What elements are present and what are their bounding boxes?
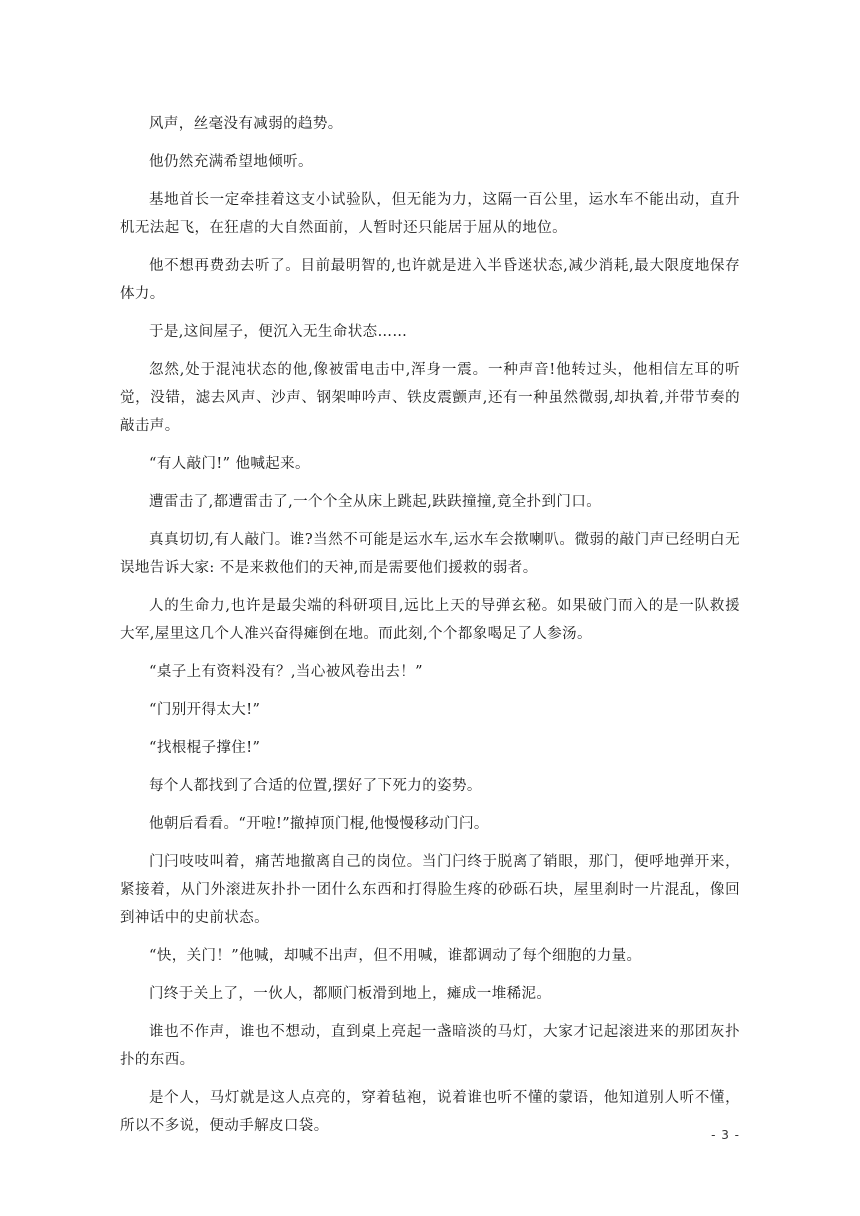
paragraph: 真真切切,有人敲门。谁?当然不可能是运水车,运水车会揿喇叭。微弱的敲门声已经明白无误地告诉大家: 不是来救他们的天神,而是需要他们援救的弱者。 bbox=[120, 532, 740, 576]
paragraph: 是个人，马灯就是这人点亮的，穿着毡袍，说着谁也听不懂的蒙语，他知道别人听不懂，所以不多说，便动手解皮口袋。 bbox=[120, 1090, 740, 1134]
paragraph: “找根棍子撑住!” bbox=[149, 740, 261, 756]
paragraph: 遭雷击了,都遭雷击了,一个个全从床上跳起,趺趺撞撞,竟全扑到门口。 bbox=[149, 494, 602, 510]
page-number: - 3 - bbox=[711, 1128, 740, 1142]
paragraph: “桌子上有资料没有？,当心被风卷出去！” bbox=[149, 664, 423, 680]
paragraph: 他不想再费劲去听了。目前最明智的,也许就是进入半昏迷状态,减少消耗,最大限度地保存体力。 bbox=[120, 258, 740, 302]
paragraph: 他仍然充满希望地倾听。 bbox=[149, 154, 313, 170]
paragraph: 基地首长一定牵挂着这支小试验队，但无能为力，这隔一百公里，运水车不能出动，直升机无法起飞，在狂虐的大自然面前，人暂时还只能居于屈从的地位。 bbox=[120, 192, 740, 236]
paragraph: 每个人都找到了合适的位置,摆好了下死力的姿势。 bbox=[149, 778, 482, 794]
paragraph: “快，关门！”他喊，却喊不出声，但不用喊，谁都调动了每个细胞的力量。 bbox=[149, 948, 642, 964]
paragraph: 他朝后看看。“开啦!”撤掉顶门棍,他慢慢移动门闩。 bbox=[149, 816, 489, 832]
paragraph: 谁也不作声，谁也不想动，直到桌上亮起一盏暗淡的马灯，大家才记起滚进来的那团灰扑扑的东西。 bbox=[120, 1024, 740, 1068]
paragraph: 门闩吱吱叫着，痛苦地撤离自己的岗位。当门闩终于脱离了销眼，那门，便呼地弹开来，紧接着，从门外滚进灰扑扑一团什么东西和打得脸生疼的砂砾石块，屋里刹时一片混乱，像回到神话中的史前状态。 bbox=[120, 854, 740, 926]
paragraph: “有人敲门!” 他喊起来。 bbox=[149, 456, 310, 472]
paragraph: 于是,这间屋子，便沉入无生命状态…… bbox=[149, 324, 408, 340]
paragraph: 人的生命力,也许是最尖端的科研项目,远比上天的导弹玄秘。如果破门而入的是一队救援大军,屋里这几个人准兴奋得瘫倒在地。而此刻,个个都象喝足了人参汤。 bbox=[120, 598, 740, 642]
paragraph: 忽然,处于混沌状态的他,像被雷电击中,浑身一震。一种声音!他转过头，他相信左耳的听觉，没错，滤去风声、沙声、钢架呻吟声、铁皮震颤声,还有一种虽然微弱,却执着,并带节奏的敲击声。 bbox=[120, 362, 740, 434]
paragraph: “门别开得太大!” bbox=[149, 702, 261, 718]
paragraph: 风声，丝毫没有减弱的趋势。 bbox=[149, 116, 343, 132]
paragraph: 门终于关上了，一伙人，都顺门板滑到地上，瘫成一堆稀泥。 bbox=[149, 986, 552, 1002]
article-body bbox=[120, 110, 740, 1150]
